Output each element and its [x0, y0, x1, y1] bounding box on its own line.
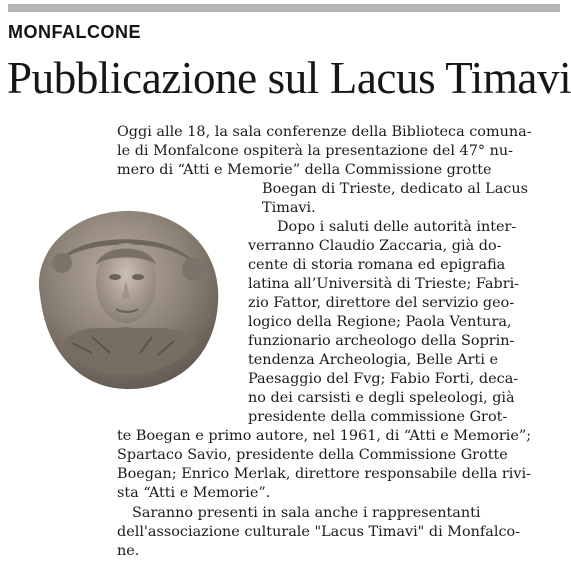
text-line: Spartaco Savio, presidente della Commissione Grotte [117, 447, 508, 463]
text-line: cente di storia romana ed epigrafia [248, 257, 506, 273]
text-line: sta “Atti e Memorie”. [117, 485, 271, 501]
text-line: tendenza Archeologia, Belle Arti e [248, 352, 499, 368]
text-line: Dopo i saluti delle autorità inter- [277, 219, 517, 235]
text-line: latina all’Università di Trieste; Fabri- [248, 276, 520, 292]
text-line: verranno Claudio Zaccaria, già do- [248, 238, 502, 254]
text-line: Timavi. [262, 200, 316, 216]
text-line: zio Fattor, direttore del servizio geo- [248, 295, 515, 311]
section-rule [8, 4, 560, 12]
text-line: le di Monfalcone ospiterà la presentazione del 47° nu- [117, 143, 514, 159]
text-line: no dei carsisti e degli speleologi, già [248, 390, 515, 406]
text-line: Oggi alle 18, la sala conferenze della Biblioteca comuna- [117, 124, 532, 140]
text-line: te Boegan e primo autore, nel 1961, di “Atti e Memorie”; [117, 428, 532, 444]
stone-relief-image [22, 203, 232, 393]
text-line: funzionario archeologo della Soprin- [248, 333, 515, 349]
text-line: Paesaggio del Fvg; Fabio Forti, deca- [248, 371, 519, 387]
headline: Pubblicazione sul Lacus Timavi [7, 53, 571, 103]
text-line: Boegan di Trieste, dedicato al Lacus [262, 181, 529, 197]
text-line: Saranno presenti in sala anche i rappresentanti [132, 505, 481, 521]
text-line: presidente della commissione Grot- [248, 409, 508, 425]
text-line: mero di “Atti e Memorie” della Commissione grotte [117, 162, 492, 178]
text-line: dell'associazione culturale "Lacus Timavi" di Monfalco- [117, 524, 521, 540]
text-line: logico della Regione; Paola Ventura, [248, 314, 512, 330]
text-line: Boegan; Enrico Merlak, direttore responsabile della rivi- [117, 466, 531, 482]
text-line: ne. [117, 543, 140, 559]
section-label: MONFALCONE [8, 22, 141, 42]
